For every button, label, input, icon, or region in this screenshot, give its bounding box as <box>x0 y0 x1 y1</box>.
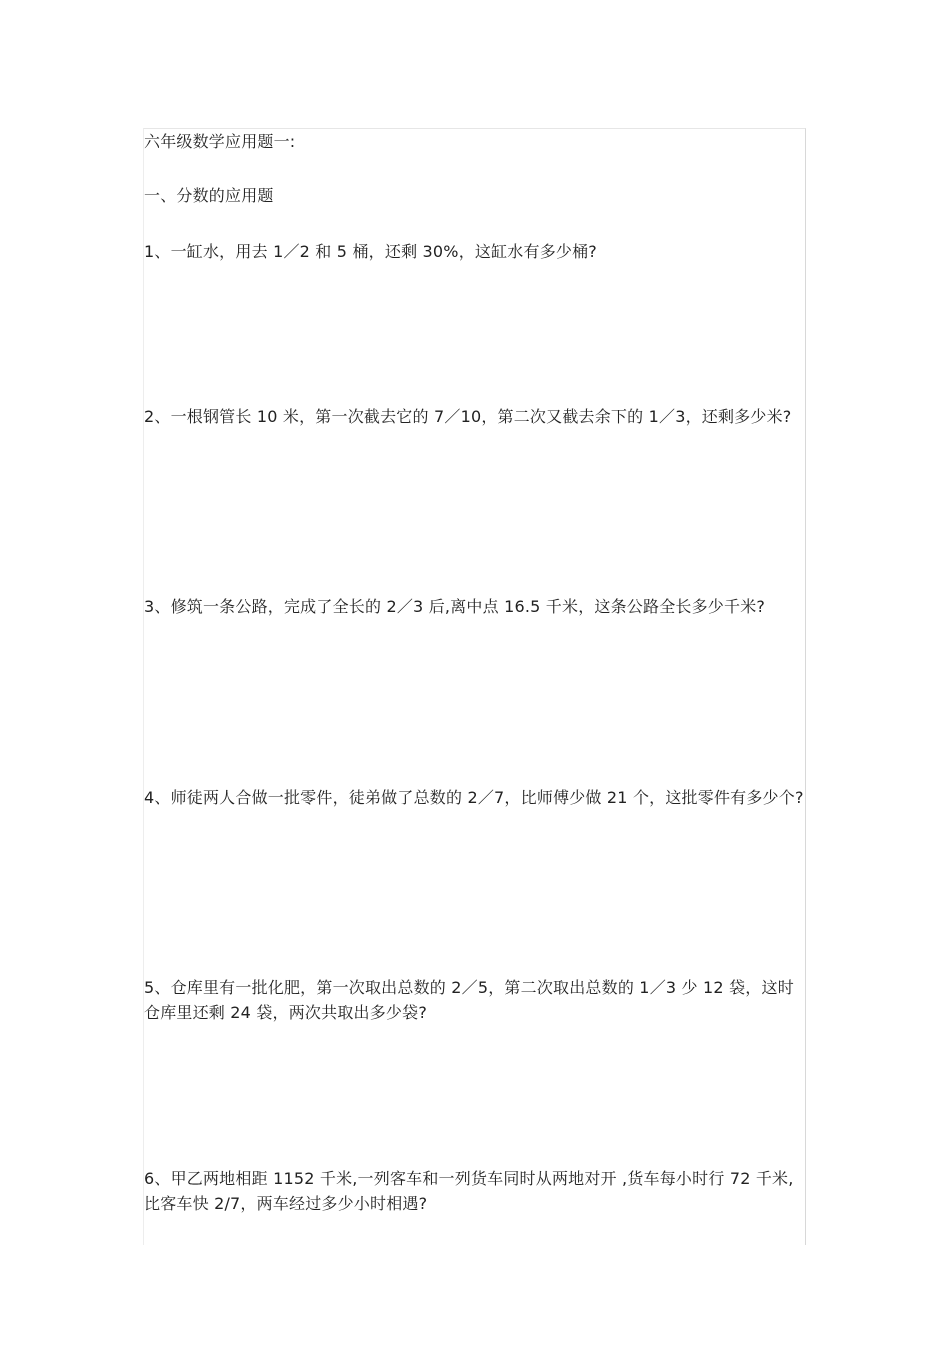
page-border <box>143 128 806 1245</box>
question-4: 4、师徒两人合做一批零件，徒弟做了总数的 2／7，比师傅少做 21 个，这批零件有多少个? <box>144 788 804 807</box>
section-heading: 一、分数的应用题 <box>144 186 274 205</box>
question-1: 1、一缸水，用去 1／2 和 5 桶，还剩 30%，这缸水有多少桶? <box>144 242 598 261</box>
question-2: 2、一根钢管长 10 米，第一次截去它的 7／10，第二次又截去余下的 1／3，还剩多少米? <box>144 407 792 426</box>
question-6: 6、甲乙两地相距 1152 千米,一列客车和一列货车同时从两地对开 ,货车每小时行 72 千米,比客车快 2/7，两车经过多少小时相遇? <box>144 1169 794 1213</box>
question-3: 3、修筑一条公路，完成了全长的 2／3 后,离中点 16.5 千米，这条公路全长多少千米? <box>144 597 766 616</box>
document-title: 六年级数学应用题一: <box>144 132 296 151</box>
question-5: 5、仓库里有一批化肥，第一次取出总数的 2／5，第二次取出总数的 1／3 少 12 袋，这时仓库里还剩 24 袋，两次共取出多少袋? <box>144 978 794 1022</box>
